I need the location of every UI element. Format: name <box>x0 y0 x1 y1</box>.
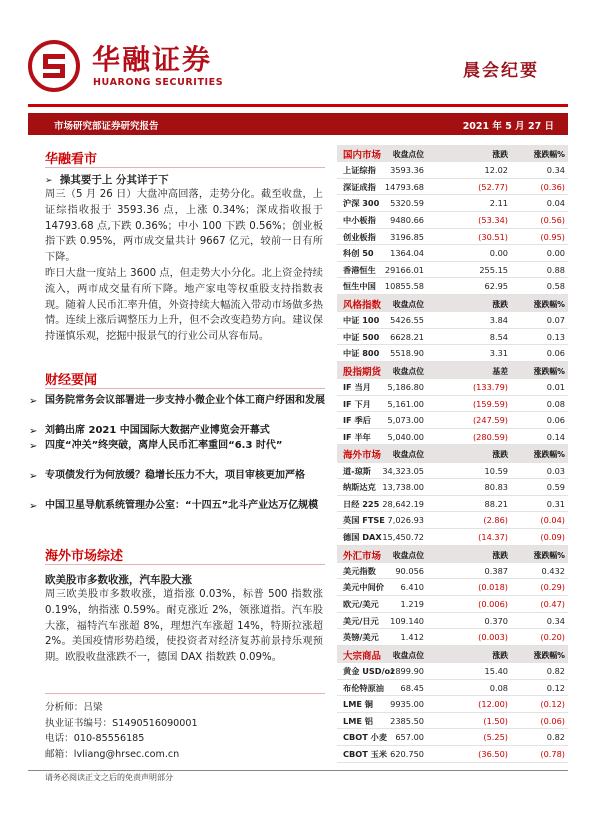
table-cell-value: 0.82 <box>546 732 565 743</box>
table-cell-value: (0.006) <box>478 599 508 609</box>
table-cell-value: 6628.21 <box>390 331 424 342</box>
news-item <box>29 393 335 408</box>
news-item <box>29 498 335 513</box>
table-cell-value: (159.59) <box>472 398 508 409</box>
table-row <box>337 746 568 763</box>
table-cell-value: 3593.36 <box>390 165 424 176</box>
table-cell-value: 12.02 <box>484 165 508 176</box>
table-cell-value: 5426.55 <box>390 315 424 326</box>
column-header: 涨跌 <box>492 650 508 660</box>
column-header: 收盘点位 <box>392 366 424 376</box>
market-view-para-2: 昨日大盘一度站上 3600 点，但走势大小分化。北上资金持续流入，两市成交量有所下降。地产家电等权重股支持指数表现。随着人民币汇率升值，外资持续大幅流入带动市场做多热情。连续上涨后调整压力上升，但不会改变趋势方向。建议保持谨慎乐观，挖掘中报景气的行业公司从容布局。 <box>45 267 323 343</box>
column-header: 涨跌幅% <box>533 450 565 460</box>
table-cell-value: 5,161.00 <box>387 398 424 409</box>
table-cell-name: CBOT 小麦 <box>343 732 388 743</box>
table-cell-name: 科创 50 <box>343 248 374 259</box>
table-cell-name: LME 铝 <box>343 715 373 726</box>
table-cell-value: (0.20) <box>540 632 565 643</box>
table-cell-value: 0.04 <box>546 198 565 209</box>
table-row <box>337 195 568 212</box>
table-row <box>337 729 568 746</box>
analyst-name: 分析师：吕梁 <box>45 702 103 713</box>
column-header: 涨跌 <box>492 450 508 460</box>
table-row <box>337 329 568 346</box>
table-cell-value: (0.12) <box>540 699 565 710</box>
table-cell-value: 80.83 <box>484 482 508 493</box>
market-view-subtitle-text: 操其要于上 分其详于下 <box>59 174 169 186</box>
table-row <box>337 463 568 480</box>
table-cell-value: 9935.00 <box>390 699 424 710</box>
table-cell-value: 62.95 <box>484 281 508 292</box>
arrow-bullet-icon: ➢ <box>29 441 38 452</box>
table-cell-value: 9480.66 <box>390 214 424 225</box>
table-cell-name: 美元指数 <box>343 565 376 576</box>
table-cell-name: 黄金 USD/oz <box>343 665 395 676</box>
table-cell-value: 0.00 <box>546 248 565 259</box>
table-cell-value: (0.95) <box>540 231 565 242</box>
table-cell-name: 德国 DAX <box>343 532 382 543</box>
table-row <box>337 680 568 697</box>
table-cell-value: 620.750 <box>390 748 424 759</box>
table-cell-value: 0.03 <box>546 465 565 476</box>
table-row <box>337 162 568 179</box>
table-section-title: 大宗商品 <box>343 650 382 662</box>
market-view-para-1: 周三（5 月 26 日）大盘冲高回落，走势分化。截至收盘，上证综指收报于 3593.36 点，上涨 0.34%；深成指收报于 14793.68 点,下跌 0.36%；中小 100 下跌 0.56%；创业板指下跌 0.95%，两市成交量共计 9667 亿元，较前一日有所下降。 <box>45 189 323 264</box>
table-cell-value: 88.21 <box>484 498 508 509</box>
table-cell-value: 0.01 <box>546 382 565 393</box>
section-title-news: 财经要闻 <box>45 373 98 388</box>
contact-divider <box>45 693 325 694</box>
table-cell-value: (0.29) <box>540 582 565 593</box>
table-cell-name: 美元中间价 <box>343 582 384 593</box>
table-cell-value: 0.34 <box>546 615 565 626</box>
table-cell-value: 8.54 <box>489 331 508 342</box>
table-section-title: 外汇市场 <box>343 550 382 562</box>
overseas-subtitle: 欧美股市多数收涨，汽车股大涨 <box>45 574 192 586</box>
table-cell-name: 英镑/美元 <box>343 632 379 643</box>
analyst-phone: 电话：010-85556185 <box>45 733 145 744</box>
table-cell-name: 中证 800 <box>343 348 380 359</box>
column-header: 涨跌 <box>492 150 508 159</box>
table-cell-name: 道-琼斯 <box>343 465 371 476</box>
column-header: 涨跌幅% <box>533 299 565 309</box>
section-divider <box>45 388 325 389</box>
arrow-bullet-icon: ➢ <box>29 396 38 407</box>
table-cell-value: 1899.90 <box>390 665 424 676</box>
table-cell-name: 中小板指 <box>343 214 376 225</box>
section-title-market-view: 华融看市 <box>45 152 98 167</box>
table-row <box>337 529 568 546</box>
table-cell-name: LME 铜 <box>343 699 373 710</box>
column-header: 收盘点位 <box>392 450 424 460</box>
table-cell-value: (133.79) <box>472 382 508 393</box>
table-cell-value: (0.78) <box>540 748 565 759</box>
table-row <box>337 278 568 295</box>
table-row <box>337 613 568 630</box>
table-row <box>337 345 568 362</box>
table-section-header <box>337 362 568 379</box>
column-header: 涨跌幅% <box>533 550 565 560</box>
table-cell-value: (0.47) <box>540 599 565 609</box>
table-cell-value: 5,073.00 <box>387 415 424 426</box>
table-cell-value: 0.387 <box>484 565 508 576</box>
table-cell-value: (52.77) <box>478 181 508 192</box>
column-header: 基差 <box>492 366 508 376</box>
table-cell-name: 沪深 300 <box>343 198 380 209</box>
table-cell-value: (5.25) <box>483 732 508 743</box>
table-cell-name: 深证成指 <box>343 181 376 192</box>
table-cell-value: 0.14 <box>546 431 565 442</box>
table-cell-value: 0.88 <box>546 264 565 275</box>
table-cell-value: 255.15 <box>479 264 508 275</box>
table-cell-name: 欧元/美元 <box>343 599 379 609</box>
table-cell-value: (0.018) <box>478 582 508 593</box>
table-row <box>337 179 568 196</box>
table-cell-value: 7,026.93 <box>387 515 424 526</box>
arrow-bullet-icon: ➢ <box>29 471 38 482</box>
table-cell-value: 2.11 <box>489 198 508 209</box>
table-cell-name: 上证综指 <box>343 165 376 176</box>
column-header: 涨跌 <box>492 550 508 560</box>
table-cell-value: (12.00) <box>478 699 508 710</box>
table-cell-name: IF 半年 <box>343 431 371 442</box>
table-cell-value: 68.45 <box>400 682 424 693</box>
column-header: 涨跌幅% <box>533 366 565 376</box>
column-header: 收盘点位 <box>392 650 424 660</box>
table-cell-value: 29166.01 <box>384 264 424 275</box>
table-cell-value: 0.31 <box>546 498 565 509</box>
news-item-text: 中国卫星导航系统管理办公室：“十四五”北斗产业达万亿规模 <box>45 500 319 511</box>
table-cell-name: IF 季后 <box>343 415 371 426</box>
table-cell-value: (0.06) <box>540 715 565 726</box>
table-row <box>337 579 568 596</box>
table-cell-value: (30.51) <box>478 231 508 242</box>
table-row <box>337 512 568 529</box>
section-divider <box>45 564 325 565</box>
news-item <box>29 423 335 438</box>
table-cell-name: 美元/日元 <box>343 615 379 626</box>
column-header: 涨跌幅% <box>533 150 565 159</box>
table-row <box>337 312 568 329</box>
table-cell-value: 109.140 <box>390 615 424 626</box>
table-cell-value: (0.09) <box>540 532 565 543</box>
table-cell-name: 日经 225 <box>343 498 380 509</box>
table-row <box>337 596 568 613</box>
table-row <box>337 229 568 246</box>
news-item <box>29 468 335 483</box>
table-row <box>337 429 568 446</box>
table-cell-name: IF 当月 <box>343 382 371 393</box>
table-cell-name: 布伦特原油 <box>343 682 384 693</box>
table-cell-value: 0.58 <box>546 281 565 292</box>
market-view-body <box>45 187 323 345</box>
analyst-email: 邮箱：lvliang@hrsec.com.cn <box>45 749 180 760</box>
table-row <box>337 412 568 429</box>
table-cell-value: 5320.59 <box>390 198 424 209</box>
table-row <box>337 663 568 680</box>
table-cell-value: (36.50) <box>478 748 508 759</box>
report-banner <box>28 113 568 135</box>
table-cell-value: 1.219 <box>400 599 424 609</box>
table-cell-name: IF 下月 <box>343 398 371 409</box>
table-cell-name: 恒生中国 <box>343 281 376 292</box>
table-cell-name: 中证 100 <box>343 315 380 326</box>
table-cell-value: (247.59) <box>472 415 508 426</box>
report-type-title: 晨会纪要 <box>463 61 539 81</box>
table-cell-value: 90.056 <box>395 565 424 576</box>
table-cell-value: 2385.50 <box>390 715 424 726</box>
brand-name: 华融证券 <box>92 43 213 76</box>
table-cell-value: 0.06 <box>546 348 565 359</box>
table-cell-value: 0.06 <box>546 415 565 426</box>
table-cell-value: 15,450.72 <box>382 532 424 543</box>
table-cell-value: (280.59) <box>472 431 508 442</box>
table-cell-value: 5,186.80 <box>387 382 424 393</box>
table-row <box>337 696 568 713</box>
table-row <box>337 212 568 229</box>
table-cell-value: (53.34) <box>478 214 508 225</box>
table-cell-value: 0.432 <box>541 565 565 576</box>
news-item-text: 专项债发行为何放缓？稳增长压力不大，项目审核更加严格 <box>45 470 305 481</box>
footer-disclaimer: 请务必阅读正文之后的免责声明部分 <box>45 773 173 782</box>
table-cell-name: 英国 FTSE <box>343 515 385 526</box>
table-cell-value: 28,642.19 <box>382 498 424 509</box>
table-section-header <box>337 546 568 563</box>
table-cell-name: 中证 500 <box>343 331 380 342</box>
market-view-subtitle <box>45 172 169 187</box>
table-cell-value: 6.410 <box>400 582 424 593</box>
table-cell-value: (0.56) <box>540 214 565 225</box>
table-cell-value: 34,323.05 <box>382 465 424 476</box>
table-cell-value: 1.412 <box>400 632 424 643</box>
column-header: 涨跌 <box>492 299 508 309</box>
table-cell-value: 10855.58 <box>384 281 424 292</box>
footer-divider <box>28 770 568 771</box>
arrow-bullet-icon: ➢ <box>29 426 38 437</box>
overseas-body <box>45 587 323 666</box>
news-item-text: 四度“冲关”终突破，离岸人民币汇率重回“6.3 时代” <box>45 440 283 451</box>
table-section-title: 风格指数 <box>343 299 382 311</box>
column-header: 收盘点位 <box>392 299 424 309</box>
table-section-title: 股指期货 <box>343 366 382 378</box>
table-cell-value: 3196.85 <box>390 231 424 242</box>
table-row <box>337 396 568 413</box>
column-header: 收盘点位 <box>392 550 424 560</box>
table-cell-name: 创业板指 <box>343 231 376 242</box>
table-cell-value: 0.34 <box>546 165 565 176</box>
analyst-license: 执业证书编号：S1490516090001 <box>45 718 198 729</box>
table-cell-value: 3.31 <box>489 348 508 359</box>
table-section-header <box>337 295 568 312</box>
table-cell-value: 1364.04 <box>390 248 424 259</box>
table-cell-value: 0.08 <box>489 682 508 693</box>
section-divider <box>45 167 325 168</box>
table-row <box>337 245 568 262</box>
table-cell-value: 0.08 <box>546 398 565 409</box>
table-section-header <box>337 445 568 462</box>
table-section-header <box>337 646 568 663</box>
overseas-para: 周三欧美股市多数收涨，道指涨 0.03%，标普 500 指数涨 0.19%，纳指涨 0.59%。耐克涨近 2%，领涨道指。汽车股大涨，福特汽车涨超 8%，理想汽车涨超 14%，特斯拉涨超 2%。美国疫情形势趋缓，使投资者对经济复苏前景持乐观预期。欧股收盘涨跌不一，德国 DAX 指数跌 0.09%。 <box>45 589 323 664</box>
table-row <box>337 629 568 646</box>
market-data-table <box>337 145 568 763</box>
table-cell-value: 3.84 <box>489 315 508 326</box>
table-cell-value: 0.82 <box>546 665 565 676</box>
table-cell-value: (2.86) <box>483 515 508 526</box>
table-section-title: 国内市场 <box>343 150 382 161</box>
banner-date: 2021 年 5 月 27 日 <box>462 121 554 132</box>
table-cell-name: 纳斯达克 <box>343 482 376 493</box>
news-item-text: 国务院常务会议部署进一步支持小微企业个体工商户纾困和发展 <box>45 395 325 406</box>
table-cell-value: 10.59 <box>484 465 508 476</box>
table-row <box>337 479 568 496</box>
arrow-bullet-icon: ➢ <box>45 176 53 186</box>
arrow-bullet-icon: ➢ <box>29 501 38 512</box>
table-cell-value: 15.40 <box>484 665 508 676</box>
table-cell-name: 香港恒生 <box>343 264 376 275</box>
table-cell-value: 0.07 <box>546 315 565 326</box>
table-cell-value: 0.13 <box>546 331 565 342</box>
table-cell-value: 5518.90 <box>390 348 424 359</box>
table-cell-value: (0.003) <box>478 632 508 643</box>
table-cell-value: (1.50) <box>483 715 508 726</box>
table-row <box>337 563 568 580</box>
news-item-text: 刘鹤出席 2021 中国国际大数据产业博览会开幕式 <box>45 425 270 436</box>
brand-name-english: HUARONG SECURITIES <box>93 77 224 88</box>
table-cell-value: (0.04) <box>540 515 565 526</box>
table-cell-value: 13,738.00 <box>382 482 424 493</box>
huarong-logo-icon <box>28 40 80 92</box>
table-cell-value: 0.370 <box>484 615 508 626</box>
table-cell-value: 0.12 <box>546 682 565 693</box>
table-cell-value: (14.37) <box>478 532 508 543</box>
table-cell-value: 0.00 <box>489 248 508 259</box>
banner-department: 市场研究部证券研究报告 <box>54 121 159 132</box>
table-cell-value: (0.36) <box>540 181 565 192</box>
table-row <box>337 262 568 279</box>
table-row <box>337 713 568 730</box>
news-item <box>29 438 335 453</box>
column-header: 收盘点位 <box>392 150 424 159</box>
table-cell-value: 5,040.00 <box>387 431 424 442</box>
column-header: 涨跌幅% <box>533 650 565 660</box>
section-title-overseas: 海外市场综述 <box>45 549 124 564</box>
table-cell-value: 0.59 <box>546 482 565 493</box>
table-row <box>337 379 568 396</box>
table-cell-value: 14793.68 <box>384 181 424 192</box>
table-row <box>337 496 568 513</box>
table-cell-value: 657.00 <box>395 732 424 743</box>
header-divider <box>28 104 568 107</box>
table-section-title: 海外市场 <box>343 450 382 462</box>
table-section-header <box>337 145 568 162</box>
table-cell-name: CBOT 玉米 <box>343 748 388 759</box>
